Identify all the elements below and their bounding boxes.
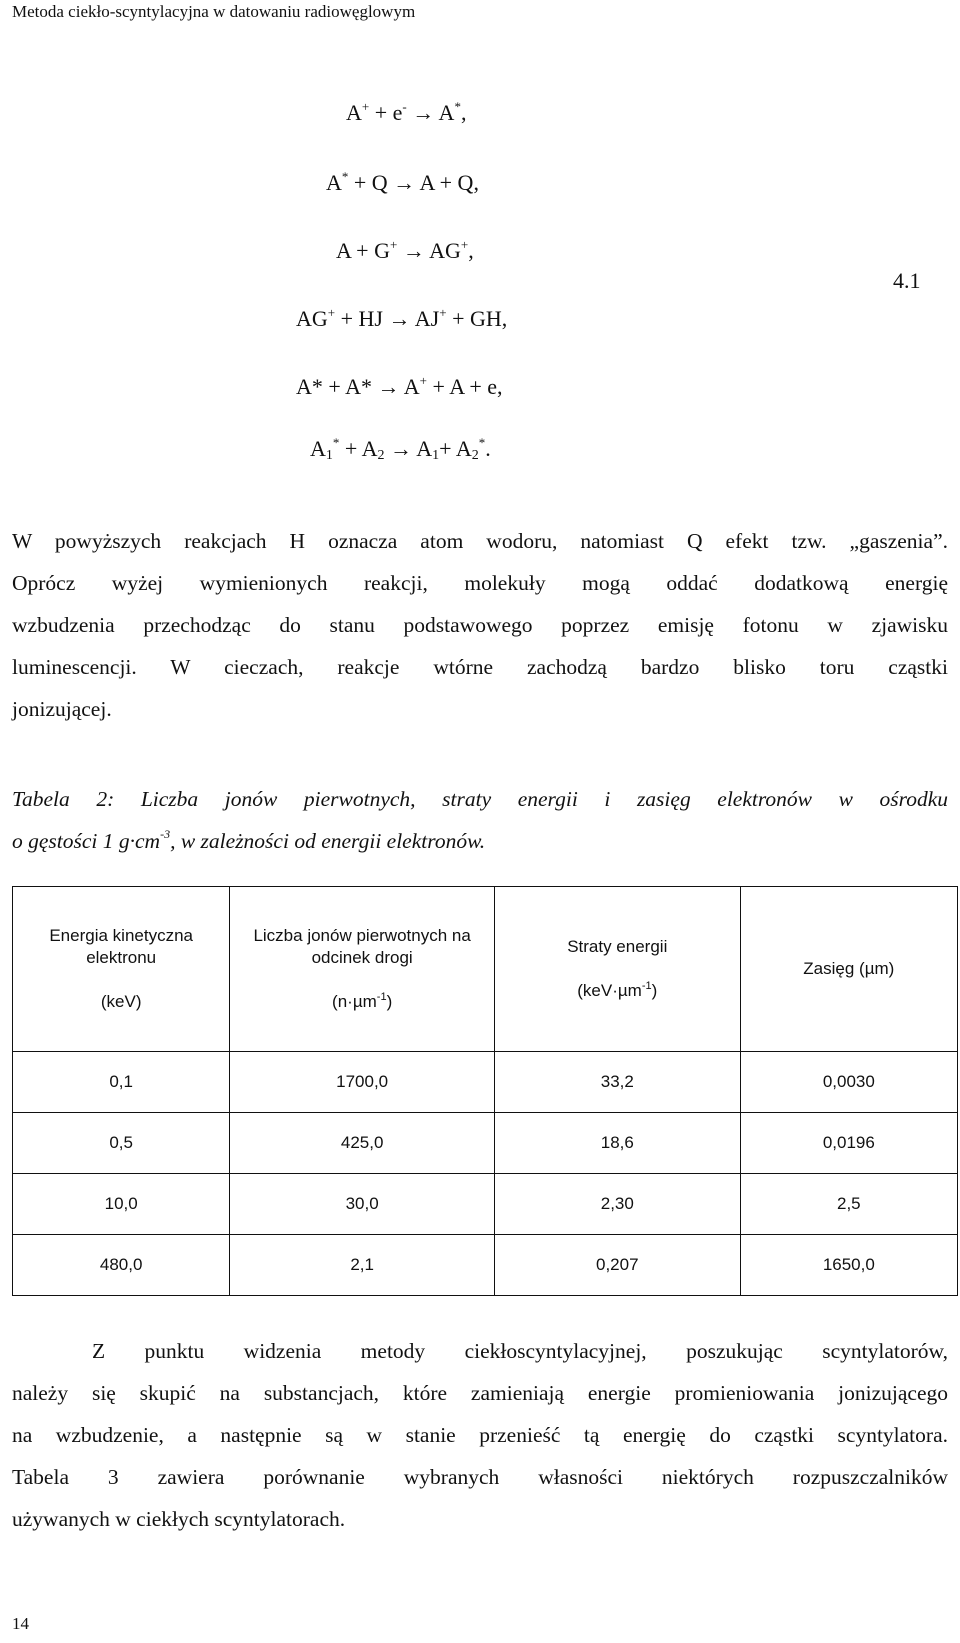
table-cell: 425,0 bbox=[230, 1113, 495, 1174]
table-cell: 2,30 bbox=[494, 1174, 740, 1235]
header-range bbox=[740, 887, 957, 1052]
header-unit: (keV) bbox=[100, 992, 142, 1011]
table-cell: 0,0030 bbox=[740, 1052, 957, 1113]
table-cell: 2,1 bbox=[230, 1235, 495, 1296]
caption-text: , w zależności od energii elektronów. bbox=[170, 829, 486, 853]
equation-6: $A_1^* + A_2 \to A_1+ A_2^*$. bbox=[310, 435, 491, 463]
caption-exponent: -3 bbox=[160, 827, 171, 841]
paragraph-line: luminescencji. W cieczach, reakcje wtórne zachodzą bardzo blisko toru cząstki bbox=[12, 655, 948, 679]
table-caption bbox=[12, 778, 948, 862]
table-header-row bbox=[13, 887, 958, 1052]
table-cell: 480,0 bbox=[13, 1235, 230, 1296]
paragraph-line: wzbudzenia przechodząc do stanu podstawowego poprzez emisję fotonu w zjawisku bbox=[12, 613, 948, 637]
paragraph-2 bbox=[12, 1330, 948, 1540]
header-primary-ions bbox=[230, 887, 495, 1052]
equation-5: A* + A* → A+ + A + e, bbox=[296, 373, 503, 399]
table-cell: 0,1 bbox=[13, 1052, 230, 1113]
header-label: Energia kinetyczna elektronu bbox=[49, 926, 193, 967]
electron-data-table bbox=[12, 886, 958, 1296]
table-cell: 18,6 bbox=[494, 1113, 740, 1174]
header-label: Straty energii bbox=[567, 937, 668, 956]
paragraph-line: Tabela 3 zawiera porównanie wybranych własności niektórych rozpuszczalników bbox=[12, 1465, 948, 1489]
paragraph-line: Z punktu widzenia metody ciekłoscyntylacyjnej, poszukując scyntylatorów, bbox=[92, 1339, 948, 1363]
paragraph-line: jonizującej. bbox=[12, 697, 112, 721]
header-energy-loss bbox=[494, 887, 740, 1052]
table-row bbox=[13, 1052, 958, 1113]
header-kinetic-energy bbox=[13, 887, 230, 1052]
running-header: Metoda ciekło-scyntylacyjna w datowaniu radiowęglowym bbox=[12, 2, 416, 21]
equation-4: AG+ + HJ → AJ+ + GH, bbox=[296, 305, 508, 331]
equation-1: A+ + e- → A*, bbox=[346, 99, 467, 125]
paragraph-line: używanych w ciekłych scyntylatorach. bbox=[12, 1507, 346, 1531]
table-cell: 1650,0 bbox=[740, 1235, 957, 1296]
table-row bbox=[13, 1235, 958, 1296]
caption-line-1: Tabela 2: Liczba jonów pierwotnych, straty energii i zasięg elektronów w ośrodku bbox=[12, 787, 948, 811]
table-cell: 2,5 bbox=[740, 1174, 957, 1235]
header-unit: (keV·µm$^{-1}$) bbox=[577, 980, 658, 1000]
caption-line-2 bbox=[12, 820, 948, 862]
equation-number: 4.1 bbox=[893, 268, 921, 293]
page-number: 14 bbox=[12, 1614, 29, 1633]
table-cell: 33,2 bbox=[494, 1052, 740, 1113]
table-cell: 0,0196 bbox=[740, 1113, 957, 1174]
paragraph-line: należy się skupić na substancjach, które zamieniają energie promieniowania jonizującego bbox=[12, 1381, 948, 1405]
equation-2: A* + Q → A + Q, bbox=[326, 169, 479, 195]
table-row bbox=[13, 1113, 958, 1174]
paragraph-line: Oprócz wyżej wymienionych reakcji, molekuły mogą oddać dodatkową energię bbox=[12, 571, 948, 595]
table-cell: 1700,0 bbox=[230, 1052, 495, 1113]
paragraph-line: na wzbudzenie, a następnie są w stanie przenieść tą energię do cząstki scyntylatora. bbox=[12, 1423, 948, 1447]
table-cell: 0,5 bbox=[13, 1113, 230, 1174]
paragraph-1 bbox=[12, 520, 948, 730]
paragraph-line: W powyższych reakcjach H oznacza atom wodoru, natomiast Q efekt tzw. „gaszenia”. bbox=[12, 529, 948, 553]
header-label: Liczba jonów pierwotnych na odcinek drogi bbox=[253, 926, 471, 967]
header-label: Zasięg (µm) bbox=[803, 959, 895, 978]
header-unit: (n·µm$^{-1}$) bbox=[332, 991, 393, 1011]
table-row bbox=[13, 1174, 958, 1235]
table-cell: 30,0 bbox=[230, 1174, 495, 1235]
equation-3: A + G+ → AG+, bbox=[336, 237, 474, 263]
caption-text: o gęstości 1 g·cm bbox=[12, 829, 161, 853]
table-cell: 0,207 bbox=[494, 1235, 740, 1296]
table-cell: 10,0 bbox=[13, 1174, 230, 1235]
